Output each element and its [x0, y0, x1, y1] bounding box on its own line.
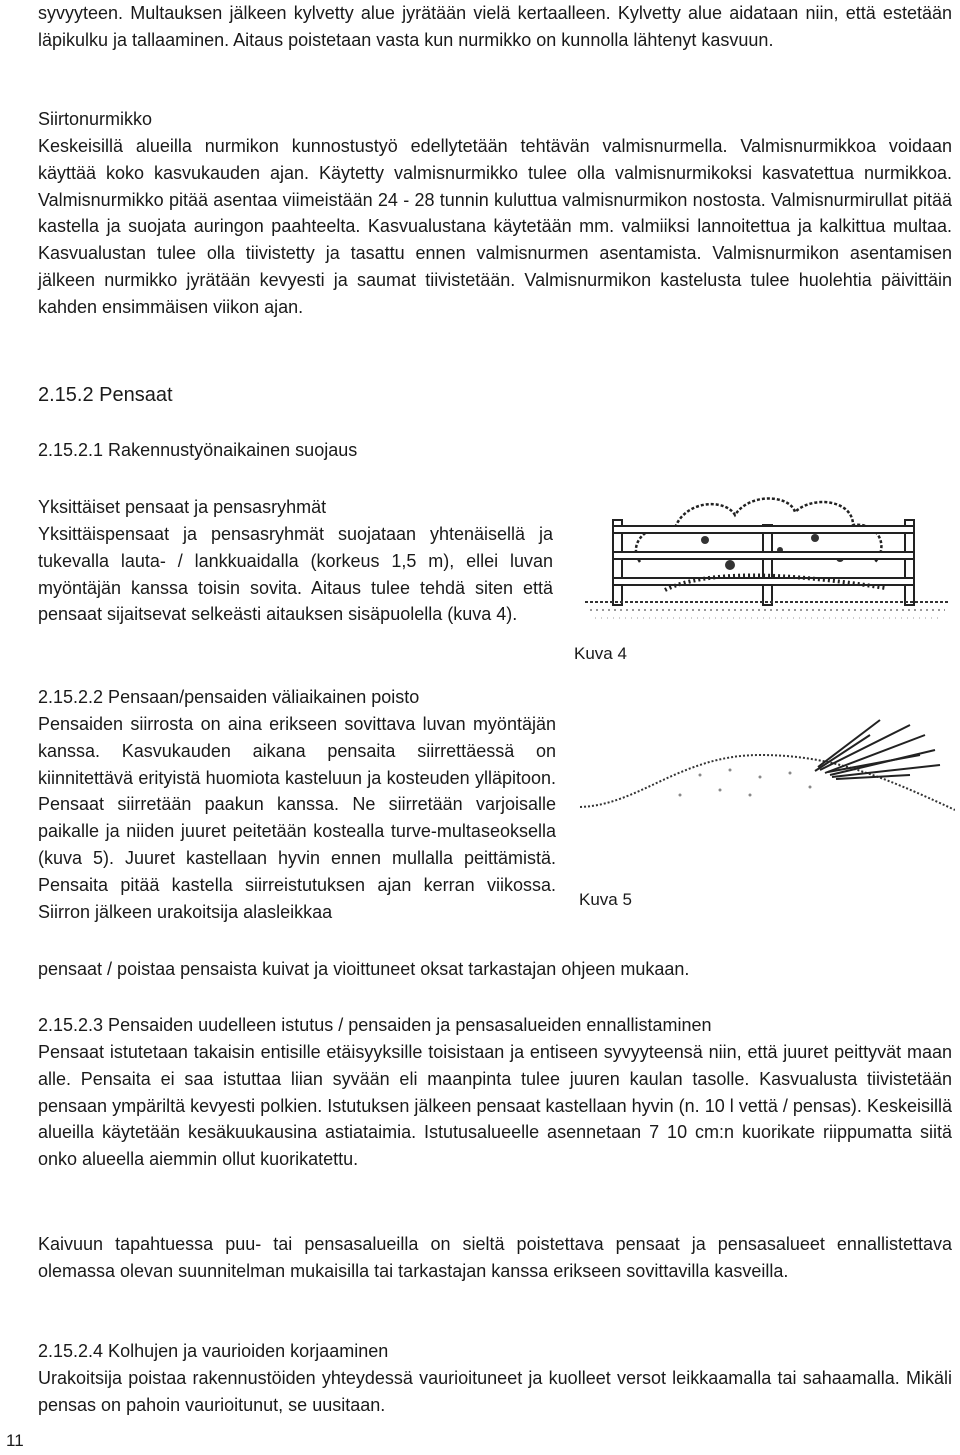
section-2-15-2-3-body2: Kaivuun tapahtuessa puu- tai pensasalueilla on sieltä poistettava pensaat ja pensasalueet ennallistettava olemassa olevan suunnitelman mukaisilla tai tarkastajan kanssa erikseen sovittavilla kasveilla. — [38, 1234, 952, 1281]
figure-4-fenced-shrubs — [585, 470, 950, 640]
section-2-15-2-1-heading: 2.15.2.1 Rakennustyönaikainen suojaus — [38, 440, 358, 460]
figure-5-shrub-mound — [580, 715, 955, 825]
yksittaiset-heading: Yksittäiset pensaat ja pensasryhmät — [38, 497, 327, 517]
figure-4-caption: Kuva 4 — [574, 644, 627, 663]
figure-5-caption: Kuva 5 — [579, 890, 632, 909]
section-2-15-2-2-tail: pensaat / poistaa pensaista kuivat ja vioittuneet oksat tarkastajan ohjeen mukaan. — [38, 959, 690, 979]
section-2-15-2-heading: 2.15.2 Pensaat — [38, 384, 173, 406]
section-2-15-2-3-body: Pensaat istutetaan takaisin entisille etäisyyksille toisistaan ja entiseen syvyyteensä niin, että juuret peittyvät maan alle. Pensaita ei saa istuttaa liian syvään eli maanpinta tulee juuren kaulan tasolle. Kasvualusta tiivistetään pensaan ympäriltä kevyesti polkien. Istutuksen jälkeen pensaat kastellaan hyvin (n. 10 l vettä / pensas). Keskeisillä alueilla käytetään kesäkuukausina astiataimia. Istutusalueelle asennetaan 7 10 cm:n kuorikate riippumatta siitä onko alueella aiemmin ollut kuorikatettu. — [38, 1042, 952, 1170]
section-2-15-2-3-heading: 2.15.2.3 Pensaiden uudelleen istutus / pensaiden ja pensasalueiden ennallistaminen — [38, 1015, 712, 1035]
page-number: 11 — [6, 1431, 24, 1450]
top-paragraph: syvyyteen. Multauksen jälkeen kylvetty alue jyrätään vielä kertaalleen. Kylvetty alue aidataan niin, että estetään läpikulku ja tallaaminen. Aitaus poistetaan vasta kun nurmikko on kunnolla lähtenyt kasvuun. — [38, 3, 952, 50]
yksittaiset-body: Yksittäispensaat ja pensasryhmät suojataan yhtenäisellä ja tukevalla lauta- / lankkuaidalla (korkeus 1,5 m), ellei luvan myöntäjän kanssa toisin sovita. Aitaus tulee tehdä siten että pensaat sijaitsevat selkeästi aitauksen sisäpuolella (kuva 4). — [38, 524, 553, 625]
section-2-15-2-2-heading: 2.15.2.2 Pensaan/pensaiden väliaikainen poisto — [38, 687, 420, 707]
section-2-15-2-2-body: Pensaiden siirrosta on aina erikseen sovittava luvan myöntäjän kanssa. Kasvukauden aikana pensaita siirrettäessä on kiinnitettävä erityistä huomiota kasteluun ja kosteuden ylläpitoon. Pensaat siirretään paakun kanssa. Ne siirretään varjoisalle paikalle ja niiden juuret peitetään kostealla turve-multaseoksella (kuva 5). Juuret kastellaan hyvin ennen mullalla peittämistä. Pensaita pitää kastella siirreistutuksen ajan kerran viikossa. Siirron jälkeen urakoitsija alasleikkaa — [38, 714, 556, 922]
section-2-15-2-4-heading: 2.15.2.4 Kolhujen ja vaurioiden korjaaminen — [38, 1341, 389, 1361]
section-2-15-2-4-body: Urakoitsija poistaa rakennustöiden yhteydessä vaurioituneet ja kuolleet versot leikkaamalla tai sahaamalla. Mikäli pensas on pahoin vaurioitunut, se uusitaan. — [38, 1368, 952, 1415]
siirtonurmikko-heading: Siirtonurmikko — [38, 109, 153, 129]
siirtonurmikko-body: Keskeisillä alueilla nurmikon kunnostustyö edellytetään tehtävän valmisnurmella. Valmisnurmikkoa voidaan käyttää koko kasvukauden ajan. Käytetty valmisnurmikko tulee olla valmisnurmikoksi kasvatettua nurmikkoa. Valmisnurmikko pitää asentaa viimeistään 24 - 28 tunnin kuluttua valmisnurmikon nostosta. Valmisnurmirullat pitää kastella ja suojata auringon paahteelta. Kasvualustana käytetään mm. valmiiksi lannoitettua ja kalkittua multaa. Kasvualustan tulee olla tiivistetty ja tasattu ennen valmisnurmen asentamista. Valmisnurmikon asentamisen jälkeen nurmikko jyrätään kevyesti ja saumat tiivistetään. Valmisnurmikon kastelusta tulee huolehtia päivittäin kahden ensimmäisen viikon ajan. — [38, 136, 952, 317]
